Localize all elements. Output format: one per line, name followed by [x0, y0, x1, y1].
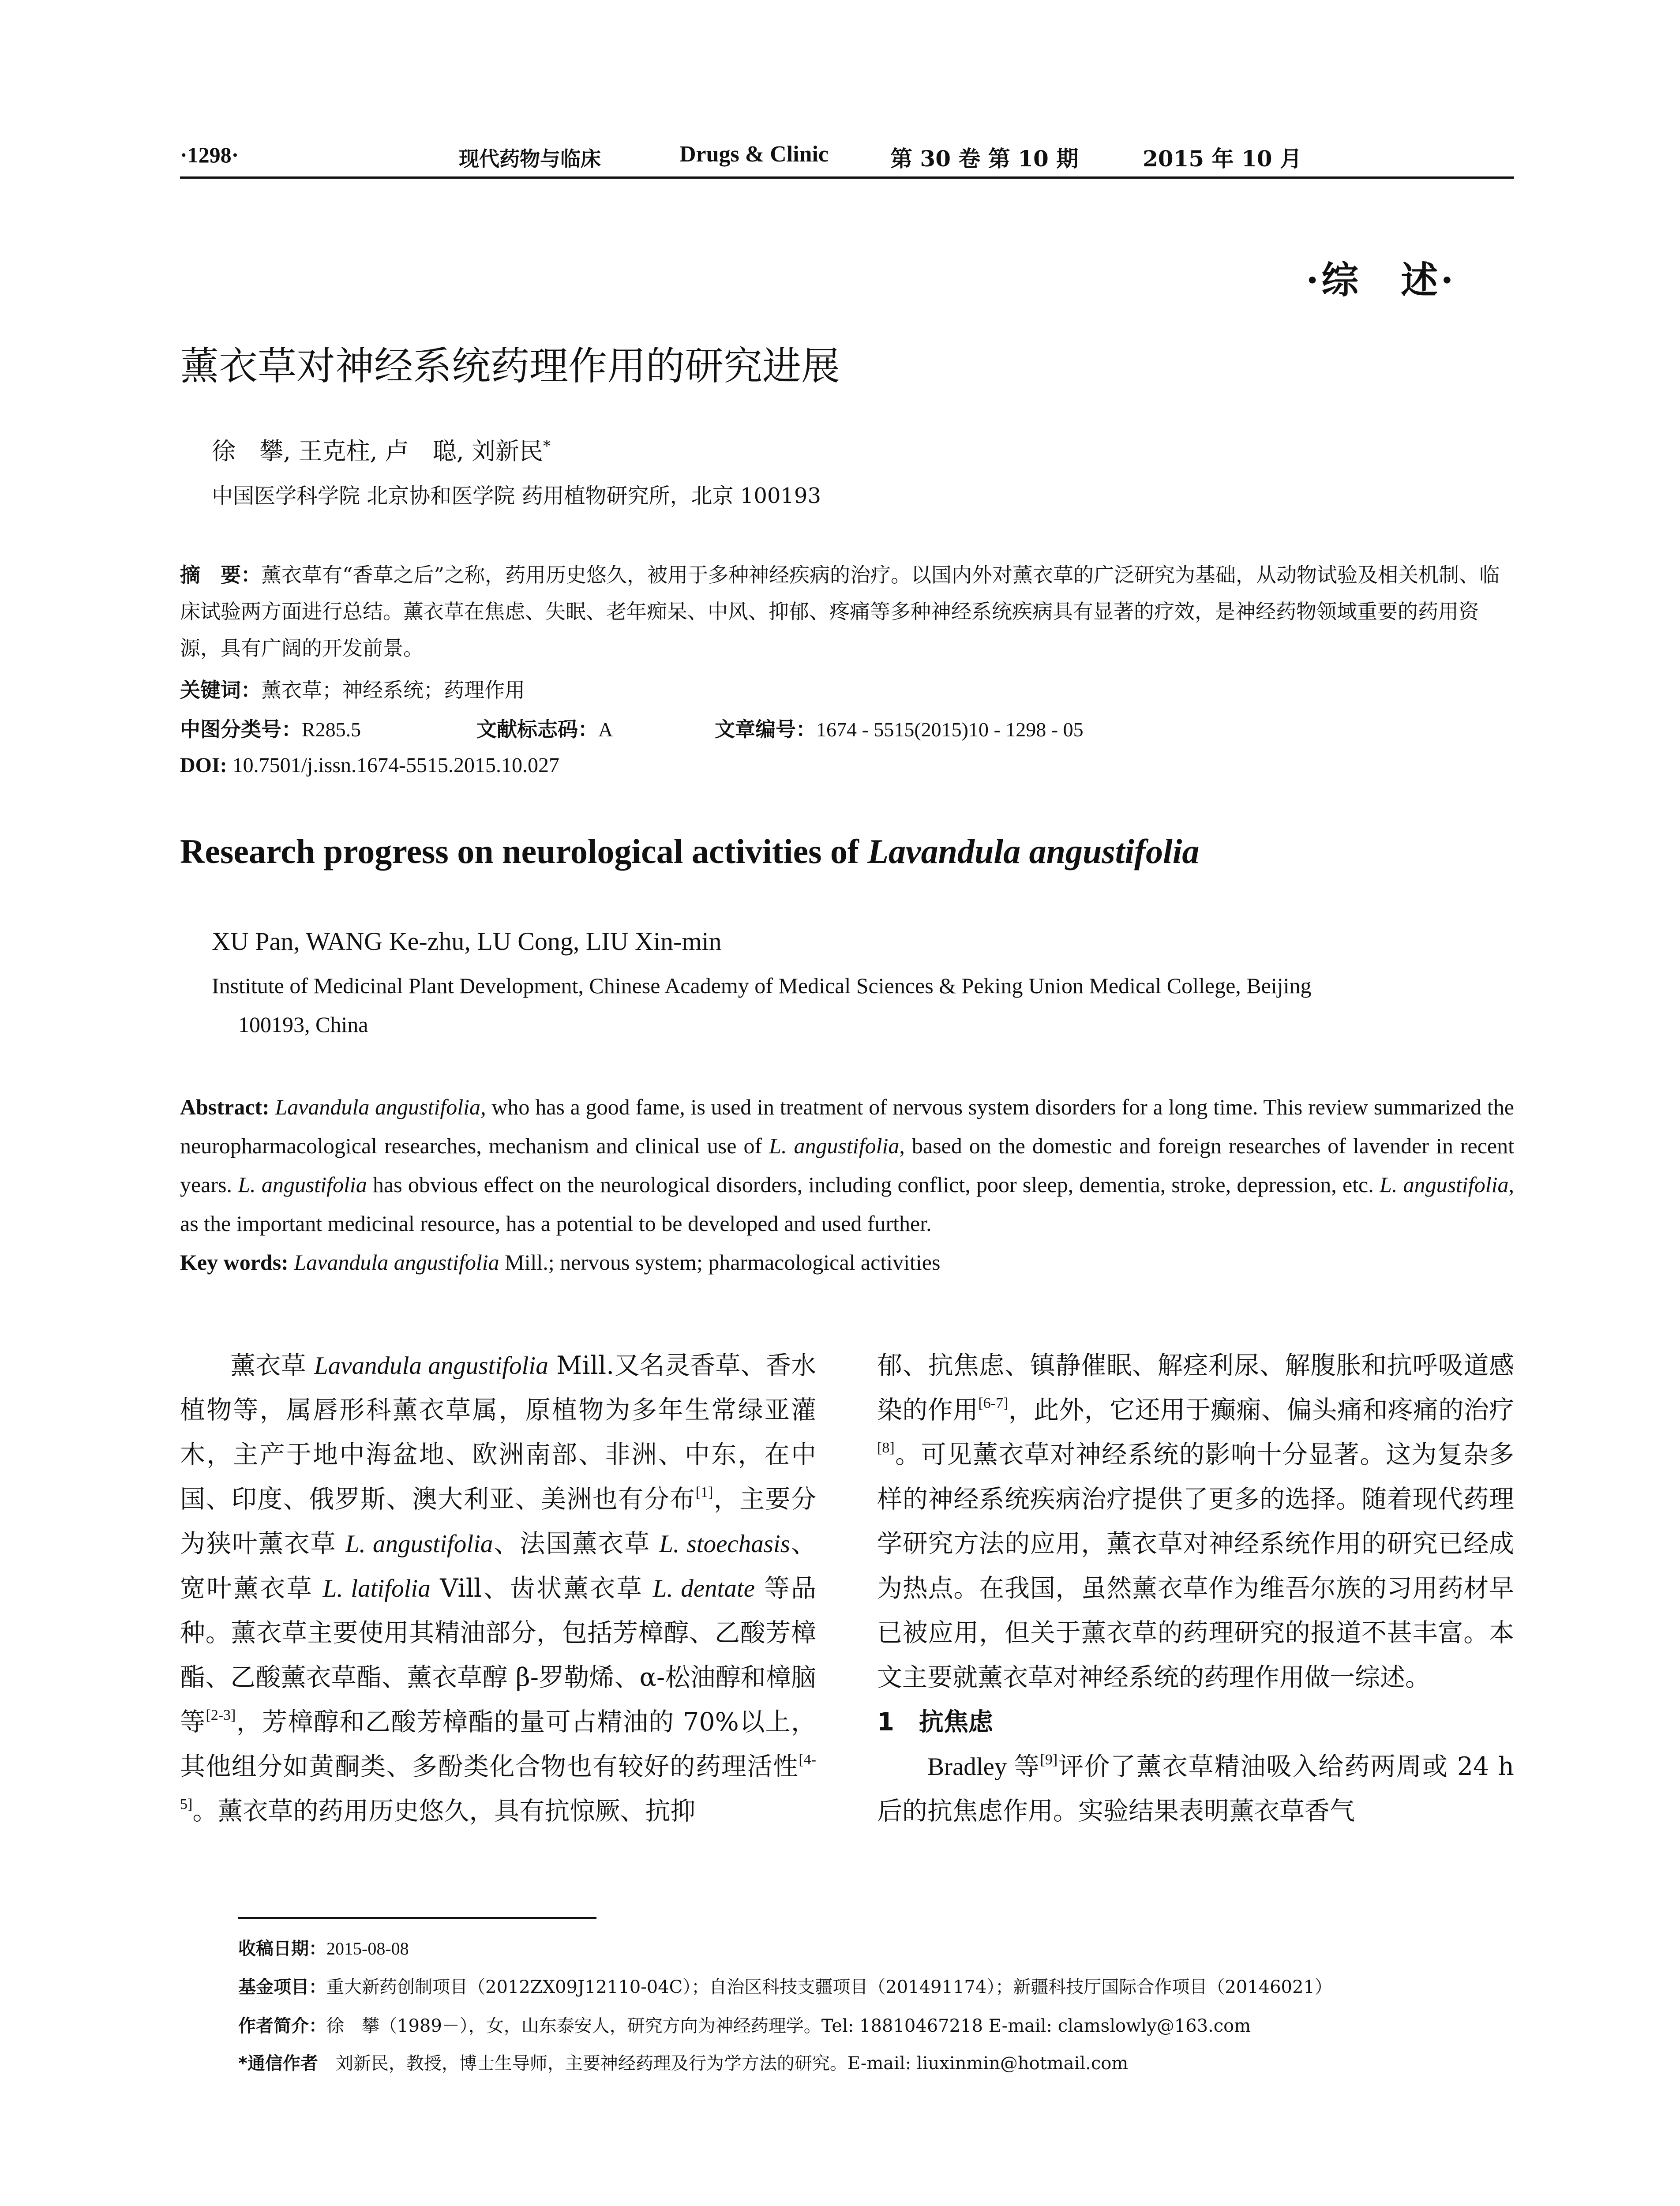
citation-ref[interactable]: [1] [695, 1484, 713, 1501]
citation-ref[interactable]: [4-5] [180, 1752, 816, 1812]
abstract-en [180, 1088, 1514, 1282]
keywords-cn-label: 关键词： [180, 678, 261, 702]
article-number-value: 1674 - 5515(2015)10 - 1298 - 05 [816, 718, 1084, 741]
journal-date: 2015 年 10 月 [1143, 146, 1302, 172]
species-name: L. angustifolia [345, 1530, 493, 1558]
footnote-text: 重大新药创制项目（2012ZX09J12110-04C）；自治区科技支疆项目（201491174）；新疆科技厅国际合作项目（20146021） [326, 1977, 1332, 1997]
body-text: 评价了薰衣草精油吸入给药两周或 24 h 后的抗焦虑作用。实验结果表明薰衣草香气 [877, 1752, 1515, 1826]
journal-issue: 第 30 卷 第 10 期 [890, 146, 1079, 172]
species-name: Lavandula angustifolia [294, 1250, 499, 1275]
body-text: 、法国薰衣草 [493, 1529, 660, 1558]
species-name: Lavandula angustifolia [314, 1352, 548, 1380]
journal-name-en: Drugs & Clinic [679, 142, 829, 167]
abstract-en-text: , as the important medicinal resource, has a potential to be developed and used further. [180, 1172, 1514, 1236]
body-text: ，此外，它还用于癫痫、偏头痛和疼痛的治疗 [1008, 1396, 1515, 1425]
footnote-corresponding [238, 2049, 1128, 2075]
keywords-en-text: Mill.; nervous system; pharmacological activities [499, 1250, 941, 1275]
species-name: L. angustifolia [769, 1133, 900, 1158]
footnote-text: 刘新民，教授，博士生导师，主要神经药理及行为学方法的研究。E-mail: liuxinmin@hotmail.com [318, 2053, 1129, 2074]
species-name: L. stoechasis [659, 1530, 790, 1558]
abstract-en-label: Abstract: [180, 1095, 270, 1119]
body-paragraph [180, 1343, 816, 1834]
article-title-cn: 薰衣草对神经系统药理作用的研究进展 [180, 343, 840, 389]
body-text: 等品种。薰衣草主要使用其精油部分，包括芳樟醇、乙酸芳樟酯、乙酸薰衣草酯、薰衣草醇 β-罗勒烯、α-松油醇和樟脑等 [180, 1574, 816, 1737]
body-text: Bradley 等 [927, 1753, 1040, 1781]
corresponding-mark: * [543, 437, 551, 455]
species-name: Lavandula angustifolia [275, 1095, 481, 1119]
doi-row [180, 753, 559, 777]
affiliation-cn: 中国医学科学院 北京协和医学院 药用植物研究所，北京 100193 [212, 484, 821, 508]
doc-label: 文献标志码： [476, 717, 598, 741]
abstract-cn-text: 薰衣草有“香草之后”之称，药用历史悠久，被用于多种神经疾病的治疗。以国内外对薰衣草的广泛研究为基础，从动物试验及相关机制、临床试验两方面进行总结。薰衣草在焦虑、失眠、老年痴呆、中风、抑郁、疼痛等多种神经系统疾病具有显著的疗效，是神经药物领域重要的药用资源，具有广阔的开发前景。 [180, 563, 1500, 660]
page-number: ·1298· [180, 143, 239, 167]
citation-ref[interactable]: [6-7] [978, 1395, 1009, 1411]
article-number [715, 713, 1084, 743]
body-text: ，芳樟醇和乙酸芳樟酯的量可占精油的 70%以上，其他组分如黄酮类、多酚类化合物也有较好的药理活性 [180, 1707, 817, 1781]
footnote-text: 2015-08-08 [326, 1939, 409, 1958]
authors-cn-names: 徐 攀, 王克柱, 卢 聪, 刘新民 [212, 437, 543, 465]
species-name: L. angustifolia [238, 1172, 367, 1197]
body-text: Mill.又名灵香草、香水植物等，属唇形科薰衣草属，原植物为多年生常绿亚灌木，主产于地中海盆地、欧洲南部、非洲、中东，在中国、印度、俄罗斯、澳大利亚、美洲也有分布 [180, 1351, 817, 1514]
body-paragraph [877, 1745, 1514, 1834]
doc-value: A [598, 718, 613, 741]
body-text: 薰衣草 [230, 1351, 315, 1380]
body-text: 郁、抗焦虑、镇静催眠、解痉利尿、解腹胀和抗呼吸道感染的作用 [877, 1351, 1514, 1425]
doi-label: DOI: [180, 754, 227, 777]
authors-cn [212, 432, 551, 466]
footnote-received [238, 1935, 409, 1960]
body-text: Vill、齿状薰衣草 [430, 1574, 653, 1603]
footnote-fund [238, 1973, 1332, 1998]
keywords-en-label: Key words: [180, 1250, 289, 1275]
abstract-en-text: has obvious effect on the neurological disorders, including conflict, poor sleep, dementia, stroke, depression, etc. [367, 1172, 1380, 1197]
species-name: L. latifolia [322, 1575, 431, 1602]
body-column-left [180, 1343, 816, 1834]
keywords-cn [180, 674, 525, 703]
footnote-label: 收稿日期： [238, 1939, 326, 1959]
species-name: L. dentate [652, 1575, 755, 1602]
citation-ref[interactable]: [2-3] [206, 1707, 236, 1723]
abstract-en-text: , who has a good fame, is used in treatment of nervous system disorders for a long time. This review summarized the neuropharmacological researches, mechanism and clinical use of [180, 1095, 1514, 1158]
section-heading: 1 抗焦虑 [877, 1708, 993, 1737]
doc-code [476, 713, 613, 743]
keywords-cn-text: 薰衣草；神经系统；药理作用 [261, 678, 525, 702]
title-en-prefix: Research progress on neurological activities of [180, 832, 868, 870]
body-text: 。薰衣草的药用历史悠久，具有抗惊厥、抗抑 [192, 1797, 696, 1826]
doi-value: 10.7501/j.issn.1674-5515.2015.10.027 [232, 754, 560, 777]
title-en-species: Lavandula angustifolia [867, 832, 1200, 870]
body-column-right [877, 1343, 1514, 1834]
body-paragraph [877, 1343, 1514, 1700]
journal-name-cn: 现代药物与临床 [459, 147, 601, 171]
body-text: 、宽叶薰衣草 [180, 1529, 816, 1603]
citation-ref[interactable]: [9] [1040, 1752, 1058, 1768]
footnote-label: 作者简介： [238, 2016, 326, 2036]
affiliation-en-line2: 100193, China [238, 1012, 368, 1037]
species-name: L. angustifolia [1380, 1172, 1509, 1197]
citation-ref[interactable]: [8] [877, 1440, 895, 1456]
body-text: ，主要分为狭叶薰衣草 [180, 1485, 817, 1558]
footnote-author [238, 2012, 1251, 2037]
footnote-label: 基金项目： [238, 1977, 326, 1997]
abstract-en-text: , based on the domestic and foreign researches of lavender in recent years. [180, 1133, 1515, 1197]
affiliation-en [212, 966, 1514, 1044]
footnote-label: *通信作者 [238, 2053, 318, 2074]
affiliation-en-line1: Institute of Medicinal Plant Development, Chinese Academy of Medical Sciences & Peking Union Medical College, Beijing [212, 973, 1312, 998]
section-tag: ·综 述· [1306, 258, 1456, 302]
clc-value: R285.5 [302, 718, 361, 741]
article-number-label: 文章编号： [715, 717, 816, 741]
authors-en: XU Pan, WANG Ke-zhu, LU Cong, LIU Xin-min [212, 927, 722, 956]
footnote-rule [238, 1917, 596, 1919]
clc-code [180, 713, 361, 743]
abstract-cn [180, 557, 1514, 667]
abstract-cn-label: 摘 要： [180, 563, 261, 587]
article-title-en [180, 832, 1199, 871]
header-rule [180, 176, 1514, 179]
clc-label: 中图分类号： [180, 717, 302, 741]
body-text: 。可见薰衣草对神经系统的影响十分显著。这为复杂多样的神经系统疾病治疗提供了更多的选择。随着现代药理学研究方法的应用，薰衣草对神经系统作用的研究已经成为热点。在我国，虽然薰衣草作为维吾尔族的习用药材早已被应用，但关于薰衣草的药理研究的报道不甚丰富。本文主要就薰衣草对神经系统的药理作用做一综述。 [877, 1440, 1514, 1692]
footnote-text: 徐 攀（1989－），女，山东泰安人，研究方向为神经药理学。Tel: 18810467218 E-mail: clamslowly@163.com [326, 2016, 1251, 2036]
